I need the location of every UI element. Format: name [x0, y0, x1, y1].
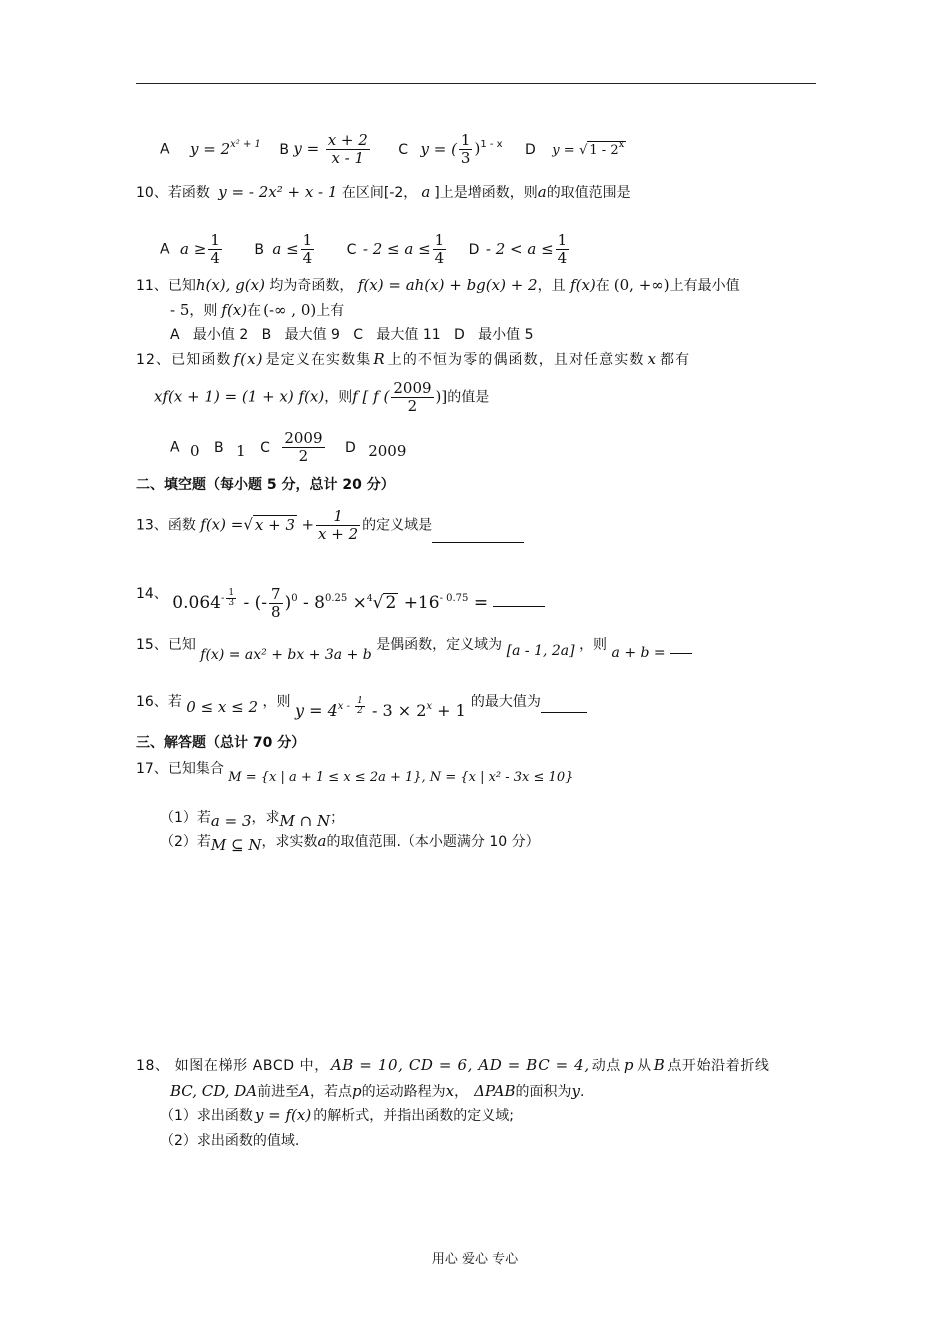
q17-p2-cond: M ⊆ N — [210, 836, 262, 854]
q12-R: R — [373, 350, 386, 368]
q15-prefix: 15、已知 — [136, 637, 196, 653]
q9-opt-d-lhs: y = — [552, 142, 575, 158]
q18-part1 — [160, 1106, 514, 1125]
q12-options — [170, 430, 406, 465]
q10-label-b: B — [254, 241, 264, 258]
q14-answer-blank[interactable] — [493, 592, 545, 607]
q18-B: B — [653, 1056, 666, 1074]
q12-frac-num: 2009 — [393, 379, 432, 397]
q10-opt-a-den: 4 — [210, 249, 220, 267]
q13-plus: + — [301, 515, 315, 534]
q14-expr: $0.064^{- \frac{1}{3}}$ - (- $\frac{7}{8}$ )$^0 - 8^{0.25} \times^4√$ $2 +16^{- 0.75}$ = — [172, 585, 489, 621]
q17-stem — [136, 760, 574, 785]
q13-lhs: f(x) = — [200, 515, 244, 534]
q10-label-c: C — [346, 241, 357, 258]
q14-close: ) — [284, 593, 292, 613]
q17-sets: M = {x | a + 1 ≤ x ≤ 2a + 1}, N = {x | x² - 3x ≤ 10} — [228, 770, 574, 785]
q14-den: 8 — [271, 603, 281, 621]
q9-opt-c-den: 3 — [460, 149, 471, 167]
q9-opt-c-num: 1 — [460, 131, 471, 149]
q12-line1 — [136, 350, 690, 369]
q9-opt-c-lhs: y = ( — [420, 139, 457, 158]
q14-exp1-num: 1 — [228, 588, 235, 598]
q18-p2: p — [352, 1082, 362, 1100]
q9-opt-b-lhs: y = — [293, 139, 320, 158]
q12-opt-c-den: 2 — [298, 447, 309, 465]
q18-text-end: . — [579, 1084, 585, 1100]
q18-line2 — [170, 1082, 584, 1101]
q12-frac — [391, 380, 433, 415]
q11-f: f(x) — [570, 276, 596, 294]
q10-opt-b-den: 4 — [302, 249, 313, 267]
q10-mid: 在区间[-2， — [341, 185, 418, 201]
q9-opt-c-rhs: ) — [474, 139, 481, 158]
q18-text-path: 的运动路程为 — [361, 1084, 446, 1100]
q18-part2: （2）求出函数的值域. — [160, 1133, 300, 1149]
q16-mid: ，则 — [262, 694, 291, 710]
q11-min-value: - 5 — [170, 301, 190, 319]
q10-opt-d-frac — [556, 232, 570, 267]
q18-x: x — [445, 1082, 455, 1100]
q16-rest2: + 1 — [437, 701, 466, 720]
q11-eq: f(x) = ah(x) + bg(x) + 2 — [357, 276, 538, 294]
q9-label-c: C — [398, 141, 409, 158]
q15-sum: a + b = — [611, 645, 666, 661]
q14 — [136, 576, 545, 621]
q12-label-c: C — [260, 439, 270, 456]
q12-text-c: 上的不恒为零的偶函数，且对任意实数 — [387, 352, 645, 368]
q12-text-value: 的值是 — [447, 389, 490, 406]
q14-times: × — [352, 593, 367, 613]
q17-p2-ask: ，求实数 — [261, 834, 318, 850]
q10-opt-d-num: 1 — [557, 231, 568, 249]
q18-text-comma: ， — [454, 1084, 469, 1100]
q17-p1-expr: M ∩ N — [279, 812, 331, 830]
q14-rest1: - 8 — [302, 593, 325, 613]
q16-prefix: 16、若 — [136, 694, 182, 710]
q12-text-b: 是定义在实数集 — [265, 352, 372, 368]
q10-stem — [136, 183, 631, 202]
q11-line1 — [136, 276, 740, 295]
q10-options — [160, 232, 571, 267]
q13-answer-blank[interactable] — [432, 528, 524, 543]
q18-prefix: 18、 如图在梯形 ABCD 中， — [136, 1058, 329, 1074]
q11-text-has: 上有 — [316, 303, 345, 319]
q10-var-a: a — [421, 183, 431, 201]
q12-opt-c — [282, 430, 324, 465]
q9-opt-d-radical: √ 1 - 2$^x$ — [579, 143, 626, 158]
q15-answer-blank[interactable] — [670, 639, 692, 654]
q14-exp4: - 0.75 — [439, 593, 469, 604]
q11-text-c: ，且 — [537, 278, 566, 294]
q10-var-a2: a — [537, 183, 547, 201]
q9-opt-c-frac — [459, 132, 473, 167]
q9-opt-d-exp: x — [618, 138, 625, 150]
q18-text-d: 点开始沿着折线 — [667, 1058, 770, 1074]
q10-opt-d: - 2 < a ≤ — [485, 239, 554, 258]
q10-label-a: A — [160, 241, 170, 258]
q18-triangle: ΔPAB — [474, 1082, 516, 1100]
q11-f2: f(x) — [221, 301, 248, 319]
q12-line2 — [154, 380, 489, 415]
q16-lhs: y = 4 — [294, 701, 338, 720]
q18-eq: AB = 10, CD = 6, AD = BC = 4, — [330, 1056, 590, 1074]
q14-exp1-frac — [226, 589, 236, 608]
q17-part2 — [160, 832, 540, 854]
q10-opt-b-num: 1 — [302, 231, 313, 249]
q12-opt-a: 0 — [190, 441, 200, 460]
q15-expr: f(x) = ax² + bx + 3a + b — [200, 647, 372, 663]
q14-exp1 — [220, 588, 238, 608]
q17-p1-prefix: （1）若 — [160, 810, 211, 826]
q11-text-e: 上有最小值 — [669, 278, 740, 294]
q11-options: A 最小值 2 B 最大值 9 C 最大值 11 D 最小值 5 — [170, 327, 534, 343]
q10-opt-b-frac — [301, 232, 315, 267]
q11-interval2: (-∞ , 0) — [263, 301, 317, 319]
q18-text-area: 的面积为 — [515, 1084, 572, 1100]
q13-frac — [316, 508, 360, 543]
q11-text-then: ，则 — [189, 303, 218, 319]
q12-label-b: B — [214, 439, 224, 456]
q10-opt-a-frac — [208, 232, 222, 267]
q14-exp1-den: 3 — [228, 598, 235, 608]
q11-fns: h(x), g(x) — [195, 276, 265, 294]
q13-suffix: 的定义域是 — [362, 517, 433, 534]
q17-p2-end: 的取值范围.（本小题满分 10 分） — [326, 834, 540, 850]
q11-line2 — [170, 301, 344, 320]
q17-part1 — [160, 808, 345, 830]
q13-prefix: 13、函数 — [136, 517, 196, 534]
q11-text-on: 在 — [247, 303, 262, 319]
q9-options — [160, 132, 626, 167]
q12-opt-d: 2009 — [368, 441, 407, 460]
q10-opt-c-frac — [433, 232, 447, 267]
q15-mid2: ，则 — [579, 637, 608, 653]
header-rule — [136, 83, 816, 84]
q14-exp2: 0 — [291, 593, 298, 604]
q9-label-d: D — [525, 141, 536, 158]
q18-p: p — [623, 1056, 635, 1074]
q18-text-c: 从 — [637, 1058, 652, 1074]
q13-radicand: x + 3 — [254, 515, 296, 534]
q14-frac — [269, 586, 283, 621]
q10-opt-c: - 2 ≤ a ≤ — [362, 239, 431, 258]
q10-opt-a: a ≥ — [180, 239, 207, 258]
q18-A: A — [299, 1082, 310, 1100]
q10-mid2: ]上是增函数，则 — [434, 185, 538, 201]
q9-opt-b-frac — [326, 132, 370, 167]
q10-opt-a-num: 1 — [210, 231, 220, 249]
q16 — [136, 692, 587, 720]
q16-answer-blank[interactable] — [541, 698, 587, 713]
q16-suffix: 的最大值为 — [470, 694, 541, 710]
q16-expr — [294, 696, 471, 720]
q15 — [136, 636, 692, 663]
q12-label-a: A — [170, 439, 180, 456]
q18-p1-expr: y = f(x) — [254, 1106, 312, 1124]
q18-text-to: 前进至 — [257, 1084, 300, 1100]
q13-den: x + 2 — [318, 525, 359, 543]
q11-prefix: 11、已知 — [136, 278, 196, 294]
q16-exp2: x — [426, 701, 433, 712]
q10-opt-b: a ≤ — [272, 239, 299, 258]
q18-p1-suffix: 的解析式，并指出函数的定义域; — [313, 1108, 514, 1124]
q18-line1 — [136, 1056, 770, 1075]
q12-ff: f [ f ( — [352, 387, 390, 406]
q9-label-b: B — [279, 141, 289, 158]
q18-y: y — [571, 1082, 580, 1100]
q12-eq: xf(x + 1) = (1 + x) f(x) — [154, 387, 325, 406]
q10-opt-c-den: 4 — [434, 249, 445, 267]
q15-mid: 是偶函数，定义域为 — [376, 637, 503, 653]
q11-interval: (0, +∞) — [613, 276, 670, 294]
q14-prefix: 14、 — [136, 586, 168, 602]
q13-num: 1 — [316, 508, 360, 526]
q14-rest2: +16 — [403, 593, 440, 613]
q12-text-d: 都有 — [660, 352, 691, 368]
q17-prefix: 17、已知集合 — [136, 761, 224, 777]
q17-p1-ask: ，求 — [251, 810, 280, 826]
q10-suffix: 的取值范围是 — [546, 185, 631, 201]
q15-domain: [a - 1, 2a] — [506, 643, 575, 659]
q10-opt-c-num: 1 — [434, 231, 445, 249]
page-footer: 用心 爱心 专心 — [431, 1252, 519, 1267]
q12-opt-b: 1 — [236, 441, 246, 460]
q18-path: BC, CD, DA — [170, 1082, 258, 1100]
q16-exp1 — [337, 696, 367, 716]
q10-prefix: 10、若函数 — [136, 185, 210, 201]
q16-exp1-den: 2 — [357, 706, 363, 716]
q9-opt-b-num: x + 2 — [327, 131, 368, 149]
q14-exp1-sign: - — [220, 593, 225, 604]
q12-f: f(x) — [233, 350, 264, 368]
section-fill-in-heading: 二、填空题（每小题 5 分，总计 20 分） — [136, 477, 395, 493]
q12-x: x — [647, 350, 658, 368]
q14-exp3: 0.25 — [324, 593, 348, 604]
q18-text-if: ，若点 — [310, 1084, 352, 1100]
q17-p2-prefix: （2）若 — [160, 834, 211, 850]
q13: 13、函数 f(x) =√ x + 3 + $\frac{1}{x + 2}$ 的定义域是 — [136, 508, 524, 543]
q14-num: 7 — [271, 585, 281, 603]
q10-expr: y = - 2x² + x - 1 — [218, 183, 338, 201]
q11-text-b: 均为奇函数， — [269, 278, 354, 294]
q16-cond: 0 ≤ x ≤ 2 — [186, 698, 259, 716]
q12-frac-den: 2 — [407, 397, 418, 415]
q9-opt-b-den: x - 1 — [331, 149, 365, 167]
q12-opt-c-num: 2009 — [284, 429, 323, 447]
q17-p2-var: a — [317, 832, 327, 850]
q14-radicand: 2 — [385, 593, 397, 613]
q12-label-d: D — [344, 439, 356, 456]
q11-text-d: 在 — [595, 278, 610, 294]
q17-p1-end: ； — [330, 810, 345, 826]
q16-exp1-base: x - — [337, 701, 354, 712]
q10-label-d: D — [468, 241, 480, 258]
q14-eq: = — [473, 593, 489, 613]
q14-minus: - (- — [243, 593, 268, 613]
q12-text-then: ，则 — [324, 389, 353, 406]
q9-opt-d-rad: 1 - 2 — [589, 142, 619, 158]
q12-close: )] — [435, 387, 448, 406]
q18-p1-prefix: （1）求出函数 — [160, 1108, 253, 1124]
q9-opt-a-base: y = 2 — [190, 139, 231, 158]
q16-exp1-num: 1 — [357, 696, 363, 706]
q14-base1: 0.064 — [172, 593, 221, 613]
q9-label-a: A — [160, 141, 170, 158]
q16-rest: - 3 × 2 — [371, 701, 427, 720]
section-solution-heading: 三、解答题（总计 70 分） — [136, 735, 306, 751]
q17-p1-cond: a = 3 — [210, 812, 252, 830]
q18-text-b: 动点 — [591, 1058, 621, 1074]
q16-exp1-frac — [355, 697, 365, 716]
q9-opt-a — [190, 140, 261, 158]
q9-opt-a-exp: x² + 1 — [230, 138, 261, 150]
q12-prefix: 12、已知函数 — [136, 352, 232, 368]
q10-opt-d-den: 4 — [557, 249, 568, 267]
q9-opt-c-exp: 1 - x — [480, 138, 503, 150]
q14-root-index: 4 — [366, 594, 373, 604]
